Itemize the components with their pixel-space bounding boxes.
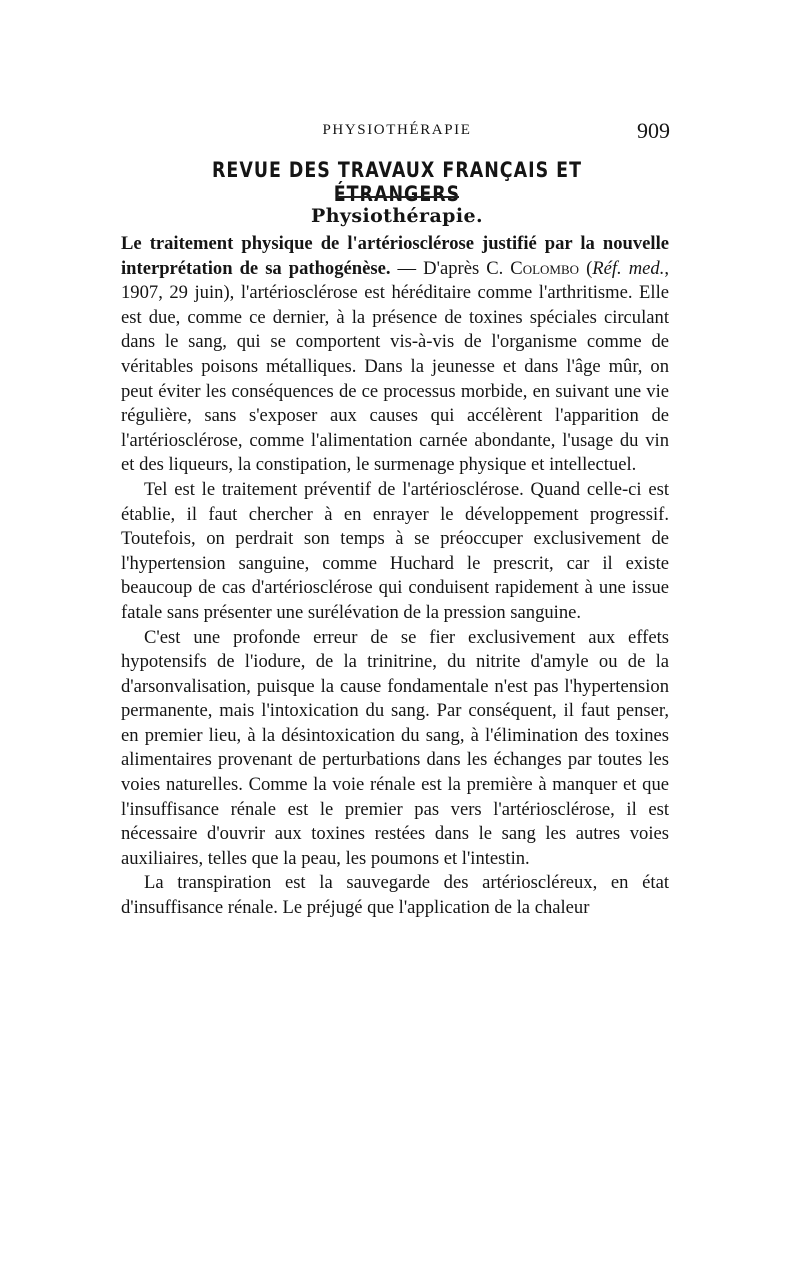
paragraph: Tel est le traitement préventif de l'artériosclérose. Quand celle-ci est établie, il faut chercher à en enrayer le développement progressif. Toutefois, on perdrait son temps à se préoccuper exclusivement de l'hypertension sanguine, comme Huchard le prescrit, car il existe beaucoup de cas d'artériosclérose qui conduisent rapidement à une issue fatale sans présenter une surélévation de la pression sanguine. [121, 478, 669, 623]
paragraph: C'est une profonde erreur de se fier exclusivement aux effets hypotensifs de l'iodure, de la trinitrine, du nitrite d'amyle ou de la d'arsonvalisation, puisque la cause fondamentale n'est pas l'hypertension permanente, mais l'intoxication du sang. Par conséquent, il faut penser, en premier lieu, à la désintoxication du sang, à l'élimination des toxines alimentaires provenant de perturbations dans les échanges par toutes les voies naturelles. Comme la voie rénale est la première à manquer et que l'insuffisance rénale est le premier pas vers l'artériosclérose, il est nécessaire d'ouvrir aux toxines restées dans le sang les autres voies auxiliaires, telles que la peau, les poumons et l'intestin. [121, 626, 669, 869]
paragraph: La transpiration est la sauvegarde des artérioscléreux, en état d'insuffisance rénale. Le préjugé que l'application de la chaleur [121, 872, 669, 919]
author-name: Colombo [510, 257, 580, 279]
running-title: PHYSIOTHÉRAPIE [322, 122, 472, 138]
citation-source: Réf. med. [592, 257, 665, 279]
running-head [124, 118, 670, 146]
article-intro-paragraph: Le traitement physique de l'artériosclérose justifié par la nouvelle interprétation de sa pathogénèse. — D'après C. Colombo (Réf. med., 1907, 29 juin), l'artériosclérose est héréditaire comme l'arthritisme. Elle est due, comme ce dernier, à la présence de toxines spéciales circulant dans le sang, qui se comportent vis-à-vis de l'organisme comme de véritables poisons métalliques. Dans la jeunesse et dans l'âge mûr, on peut éviter les conséquences de ce processus morbide, en suivant une vie régulière, sans s'exposer aux causes qui accélèrent l'apparition de l'artériosclérose, comme l'alimentation carnée abondante, l'usage du vin et des liqueurs, la constipation, le surmenage physique et intellectuel. [121, 233, 670, 476]
subsection-heading: Physiothérapie. [311, 205, 483, 227]
article-title: Le traitement physique de l'artériosclérose justifié par la nouvelle interprétation de sa pathogénèse. [121, 233, 669, 279]
intro-text: , 1907, 29 juin), l'artériosclérose est héréditaire comme l'arthritisme. Elle est due, comme ce dernier, à la présence de toxines spéciales circulant dans le sang, qui se comportent vis-à-vis de l'organisme comme de véritables poisons métalliques. Dans la jeunesse et dans l'âge mûr, on peut éviter les conséquences de ce processus morbide, en suivant une vie régulière, sans s'exposer aux causes qui accélèrent l'apparition de l'artériosclérose, comme l'alimentation carnée abondante, l'usage du vin et des liqueurs, la constipation, le surmenage physique et intellectuel. [121, 257, 670, 476]
heading-rule [337, 196, 459, 198]
article-body [121, 232, 669, 921]
page-number: 909 [637, 118, 670, 143]
section-heading: REVUE DES TRAVAUX FRANÇAIS ET ÉTRANGERS [212, 158, 582, 206]
attribution-prefix: — D'après C. [390, 257, 511, 279]
